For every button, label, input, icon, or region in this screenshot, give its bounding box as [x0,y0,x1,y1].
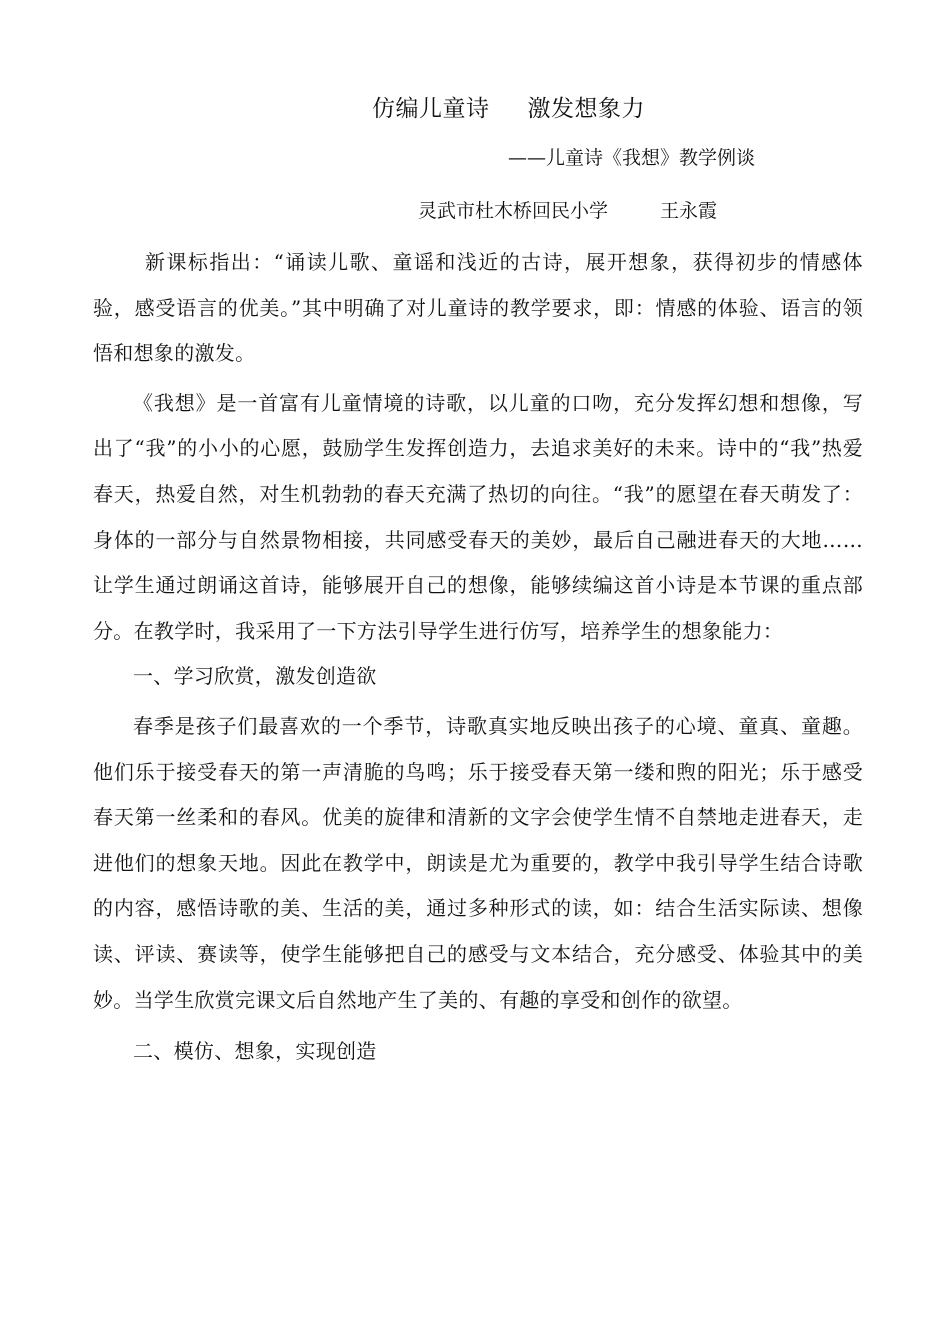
author-name: 王永霞 [660,200,718,222]
author-line [418,196,717,226]
paragraph-poem-overview: 《我想》是一首富有儿童情境的诗歌，以儿童的口吻，充分发挥幻想和想像，写出了“我”的小小的心愿，鼓励学生发挥创造力，去追求美好的未来。诗中的“我”热爱春天，热爱自然，对生机勃勃的春天充满了热切的向往。“我”的愿望在春天萌发了：身体的一部分与自然景物相接，共同感受春天的美妙，最后自己融进春天的大地……让学生通过朗诵这首诗，能够展开自己的想像，能够续编这首小诗是本节课的重点部分。在教学时，我采用了一下方法引导学生进行仿写，培养学生的想象能力： [93,390,863,643]
section-heading-2: 二、模仿、想象，实现创造 [133,1039,377,1064]
title-part-1: 仿编儿童诗 [372,96,490,122]
section-heading-1: 一、学习欣赏，激发创造欲 [133,664,377,689]
document-subtitle: ——儿童诗《我想》教学例谈 [508,147,756,169]
document-title [372,92,645,126]
document-body [93,240,863,1075]
paragraph-section-1: 春季是孩子们最喜欢的一个季节，诗歌真实地反映出孩子的心境、童真、童趣。他们乐于接受春天的第一声清脆的鸟鸣；乐于接受春天第一缕和煦的阳光；乐于感受春天第一丝柔和的春风。优美的旋律和清新的文字会使学生情不自禁地走进春天，走进他们的想象天地。因此在教学中，朗读是尤为重要的，教学中我引导学生结合诗歌的内容，感悟诗歌的美、生活的美，通过多种形式的读，如：结合生活实际读、想像读、评读、赛读等，使学生能够把自己的感受与文本结合，充分感受、体验其中的美妙。当学生欣赏完课文后自然地产生了美的、有趣的享受和创作的欲望。 [93,713,863,1012]
title-part-2: 激发想象力 [527,96,645,122]
paragraph-intro: 新课标指出：“诵读儿歌、童谣和浅近的古诗，展开想象，获得初步的情感体验，感受语言的优美。”其中明确了对儿童诗的教学要求，即：情感的体验、语言的领悟和想象的激发。 [93,250,863,366]
author-school: 灵武市杜木桥回民小学 [418,200,609,222]
